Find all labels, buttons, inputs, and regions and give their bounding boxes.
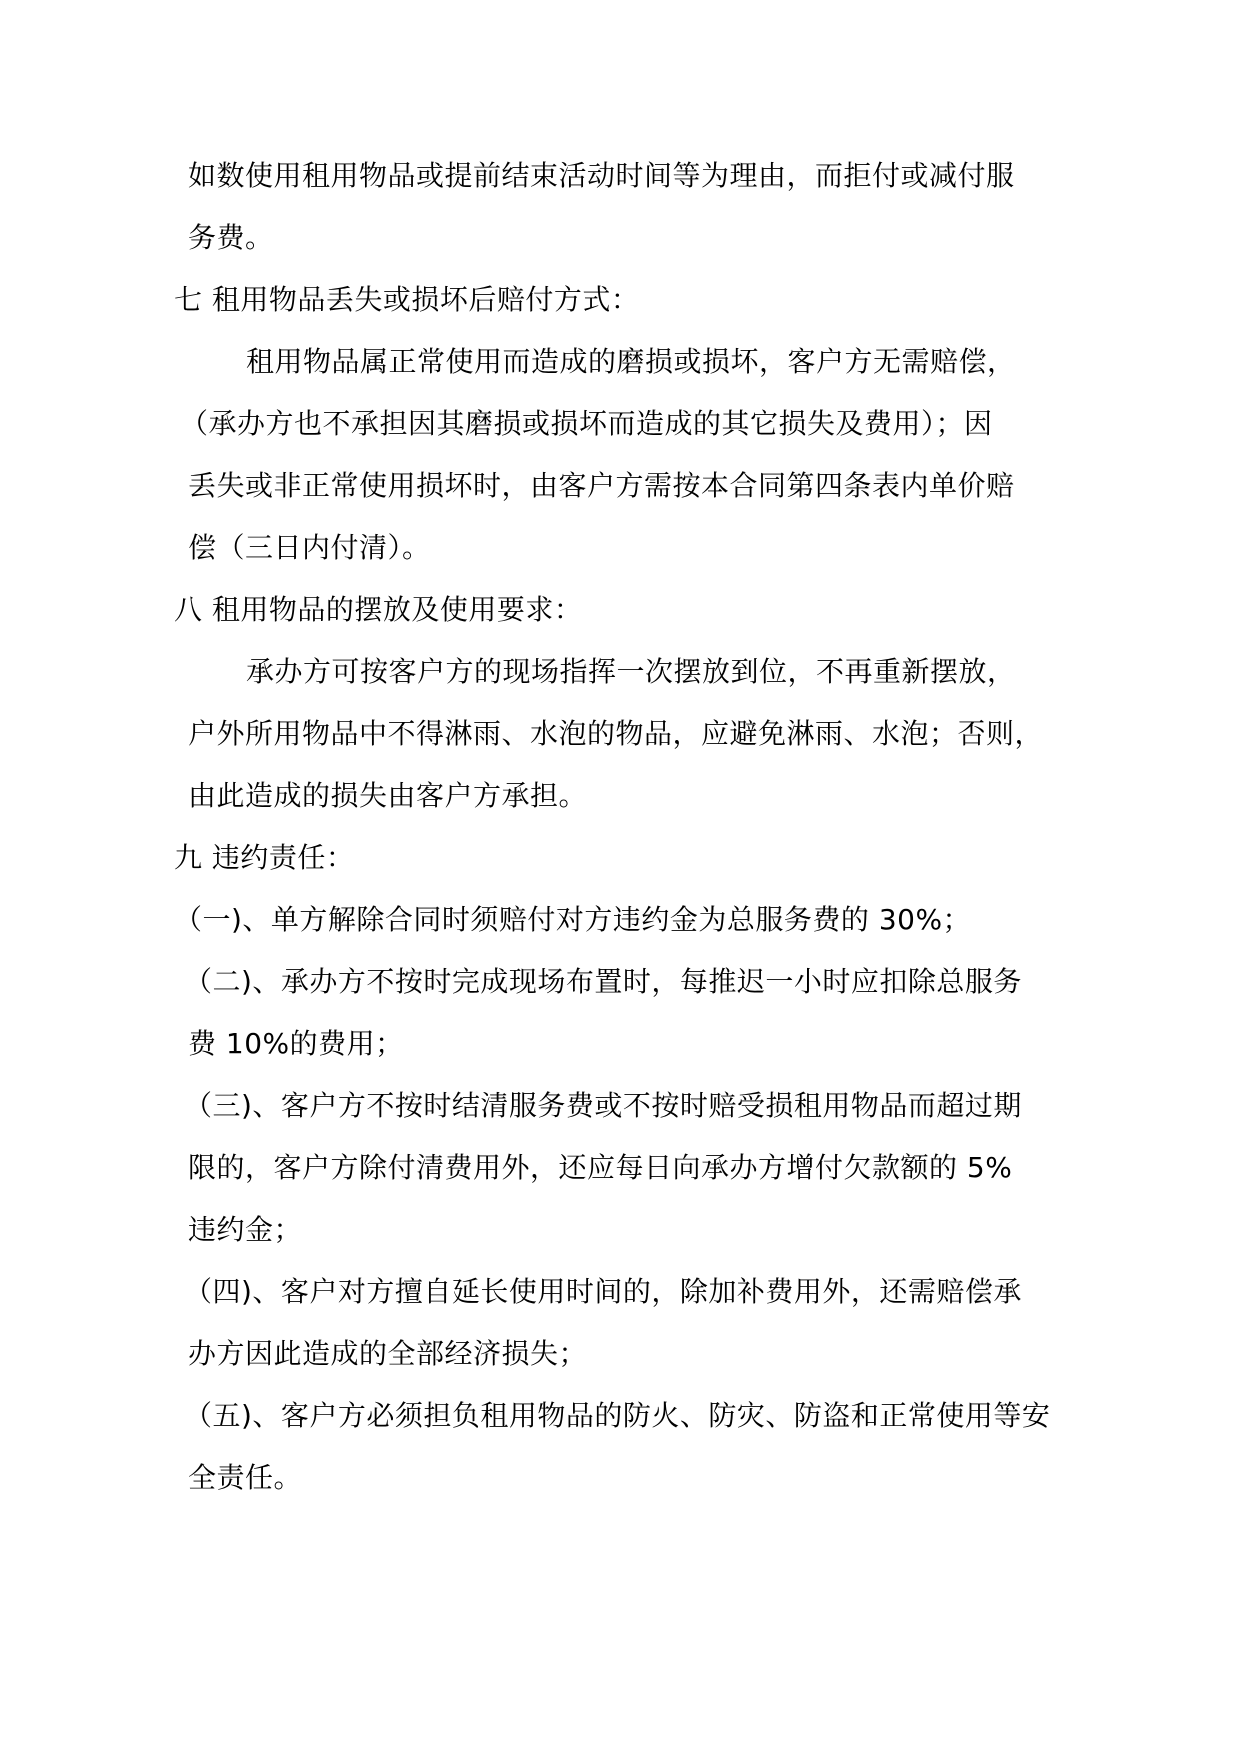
paragraph-line: 承办方可按客户方的现场指挥一次摆放到位，不再重新摆放， xyxy=(246,655,1016,688)
paragraph-line: 户外所用物品中不得淋雨、水泡的物品，应避免淋雨、水泡；否则， xyxy=(188,717,1044,750)
paragraph-line: 租用物品属正常使用而造成的磨损或损坏，客户方无需赔偿， xyxy=(246,345,1016,378)
paragraph-line: 务费。 xyxy=(188,221,274,254)
paragraph-line: 丢失或非正常使用损坏时，由客户方需按本合同第四条表内单价赔 xyxy=(188,469,1015,502)
paragraph-line: 限的，客户方除付清费用外，还应每日向承办方增付欠款额的 5% xyxy=(188,1151,1013,1184)
paragraph-line: 费 10%的费用； xyxy=(188,1027,404,1060)
section-heading-7: 七 租用物品丢失或损坏后赔付方式： xyxy=(174,283,640,316)
paragraph-line: 全责任。 xyxy=(188,1461,303,1494)
list-item: （三)、客户方不按时结清服务费或不按时赔受损租用物品而超过期 xyxy=(184,1089,1022,1122)
paragraph-line: 办方因此造成的全部经济损失； xyxy=(188,1337,588,1370)
list-item: （四)、客户对方擅自延长使用时间的，除加补费用外，还需赔偿承 xyxy=(184,1275,1022,1308)
paragraph-line: 由此造成的损失由客户方承担。 xyxy=(188,779,588,812)
paragraph-line: 违约金； xyxy=(188,1213,303,1246)
section-heading-8: 八 租用物品的摆放及使用要求： xyxy=(174,593,583,626)
section-heading-9: 九 违约责任： xyxy=(174,841,355,874)
paragraph-line: 如数使用租用物品或提前结束活动时间等为理由，而拒付或减付服 xyxy=(188,159,1015,192)
paragraph-line: 偿（三日内付清）。 xyxy=(188,531,431,564)
list-item: （二)、承办方不按时完成现场布置时，每推迟一小时应扣除总服务 xyxy=(184,965,1022,998)
list-item: （一)、单方解除合同时须赔付对方违约金为总服务费的 30%； xyxy=(174,903,972,936)
paragraph-line: （承办方也不承担因其磨损或损坏而造成的其它损失及费用）；因 xyxy=(180,407,993,440)
list-item: （五)、客户方必须担负租用物品的防火、防灾、防盗和正常使用等安 xyxy=(184,1399,1051,1432)
